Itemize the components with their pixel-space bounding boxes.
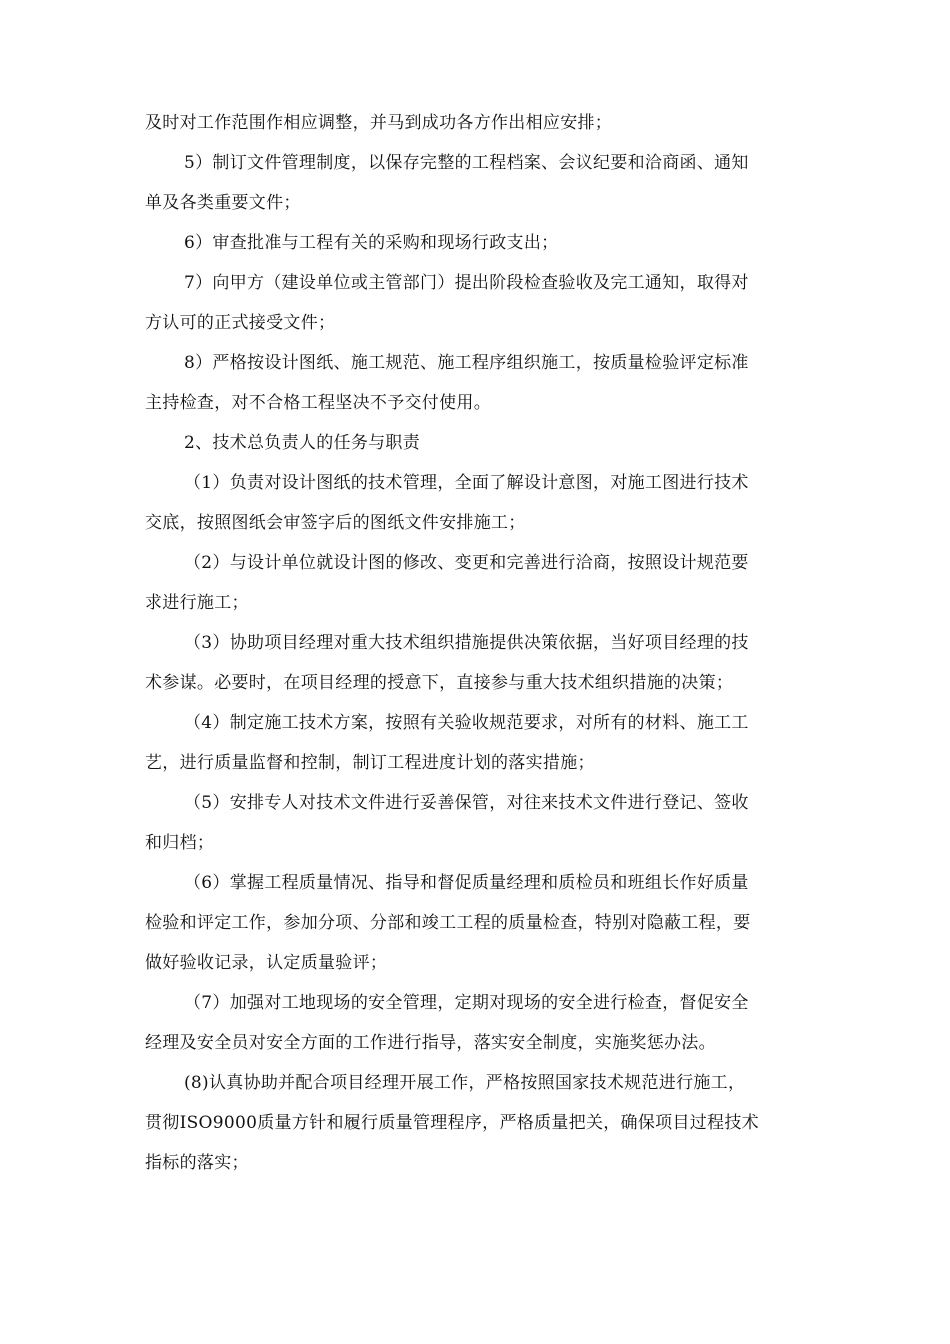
text-line: 和归档； — [145, 833, 215, 853]
text-line: 指标的落实； — [145, 1153, 249, 1173]
text-line: （6）掌握工程质量情况、指导和督促质量经理和质检员和班组长作好质量 — [184, 873, 749, 893]
text-line: （5）安排专人对技术文件进行妥善保管，对往来技术文件进行登记、签收 — [184, 793, 749, 813]
section-heading: 2、技术总负责人的任务与职责 — [184, 433, 421, 453]
text-line: （4）制定施工技术方案，按照有关验收规范要求，对所有的材料、施工工 — [184, 713, 749, 733]
text-line: 贯彻ISO9000质量方针和履行质量管理程序，严格质量把关，确保项目过程技术 — [145, 1113, 759, 1133]
text-line: （7）加强对工地现场的安全管理，定期对现场的安全进行检查，督促安全 — [184, 993, 749, 1013]
text-line: （1）负责对设计图纸的技术管理，全面了解设计意图，对施工图进行技术 — [184, 473, 749, 493]
text-line: 经理及安全员对安全方面的工作进行指导，落实安全制度，实施奖惩办法。 — [145, 1033, 716, 1053]
text-line: 6）审查批准与工程有关的采购和现场行政支出； — [184, 233, 559, 253]
text-line: 7）向甲方（建设单位或主管部门）提出阶段检查验收及完工通知，取得对 — [184, 273, 749, 293]
text-line: 主持检查，对不合格工程坚决不予交付使用。 — [145, 393, 491, 413]
text-line: 5）制订文件管理制度，以保存完整的工程档案、会议纪要和洽商函、通知 — [184, 153, 749, 173]
text-line: 术参谋。必要时，在项目经理的授意下，直接参与重大技术组织措施的决策； — [145, 673, 734, 693]
text-line: 艺，进行质量监督和控制，制订工程进度计划的落实措施； — [145, 753, 595, 773]
text-line: （3）协助项目经理对重大技术组织措施提供决策依据，当好项目经理的技 — [184, 633, 749, 653]
text-line: 方认可的正式接受文件； — [145, 313, 336, 333]
text-line: 及时对工作范围作相应调整，并马到成功各方作出相应安排； — [145, 113, 613, 133]
text-line: 做好验收记录，认定质量验评； — [145, 953, 388, 973]
text-line: 求进行施工； — [145, 593, 249, 613]
text-line: （2）与设计单位就设计图的修改、变更和完善进行洽商，按照设计规范要 — [184, 553, 749, 573]
text-line: 检验和评定工作，参加分项、分部和竣工工程的质量检查，特别对隐蔽工程，要 — [145, 913, 751, 933]
text-line: 单及各类重要文件； — [145, 193, 301, 213]
text-line: (8)认真协助并配合项目经理开展工作，严格按照国家技术规范进行施工， — [184, 1073, 746, 1093]
text-line: 交底，按照图纸会审签字后的图纸文件安排施工； — [145, 513, 526, 533]
text-line: 8）严格按设计图纸、施工规范、施工程序组织施工，按质量检验评定标准 — [184, 353, 749, 373]
